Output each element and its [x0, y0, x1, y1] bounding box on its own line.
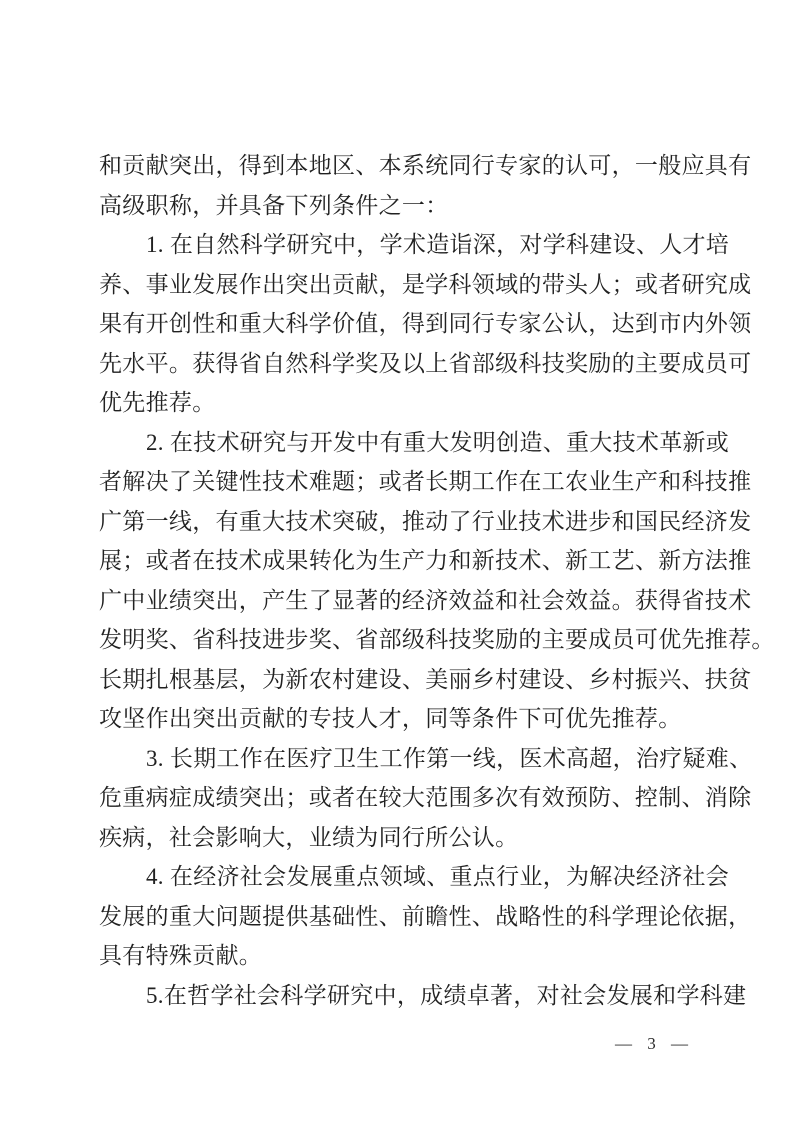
body-text: [99, 146, 775, 1015]
text-line: 长期扎根基层，为新农村建设、美丽乡村建设、乡村振兴、扶贫: [99, 666, 752, 692]
text-line: 者解决了关键性技术难题；或者长期工作在工农业生产和科技推: [99, 469, 752, 494]
text-line-item-4-start: 4. 在经济社会发展重点领域、重点行业，为解决经济社会: [146, 864, 730, 889]
text-line: 发明奖、省科技进步奖、省部级科技奖励的主要成员可优先推荐。: [99, 627, 775, 652]
text-line: 展；或者在技术成果转化为生产力和新技术、新工艺、新方法推: [99, 548, 752, 573]
text-line: 优先推荐。: [99, 390, 216, 415]
text-line: 危重病症成绩突出；或者在较大范围多次有效预防、控制、消除: [99, 785, 752, 810]
text-line: 攻坚作出突出贡献的专技人才，同等条件下可优先推荐。: [99, 706, 682, 731]
text-line: 高级职称，并具备下列条件之一：: [99, 192, 449, 218]
text-line-item-1-start: 1. 在自然科学研究中，学术造诣深，对学科建设、人才培: [146, 232, 730, 257]
page-number: — 3 —: [615, 1034, 689, 1053]
text-line: 先水平。获得省自然科学奖及以上省部级科技奖励的主要成员可: [99, 350, 752, 376]
text-line-item-2-start: 2. 在技术研究与开发中有重大发明创造、重大技术革新或: [146, 429, 730, 455]
text-line-item-3-start: 3. 长期工作在医疗卫生工作第一线，医术高超，治疗疑难、: [146, 745, 753, 771]
text-line: 广中业绩突出，产生了显著的经济效益和社会效益。获得省技术: [99, 587, 752, 613]
text-line: 发展的重大问题提供基础性、前瞻性、战略性的科学理论依据，: [99, 903, 752, 929]
text-line: 养、事业发展作出突出贡献，是学科领域的带头人；或者研究成: [99, 271, 752, 297]
text-line: 疾病，社会影响大，业绩为同行所公认。: [99, 824, 519, 850]
text-line: 和贡献突出，得到本地区、本系统同行专家的认可，一般应具有: [99, 153, 752, 178]
text-line: 具有特殊贡献。: [99, 943, 263, 968]
text-line-item-5-start: 5.在哲学社会科学研究中，成绩卓著，对社会发展和学科建: [146, 982, 747, 1008]
text-line: 果有开创性和重大科学价值，得到同行专家公认，达到市内外领: [99, 311, 752, 336]
text-line: 广第一线，有重大技术突破，推动了行业技术进步和国民经济发: [99, 508, 752, 534]
